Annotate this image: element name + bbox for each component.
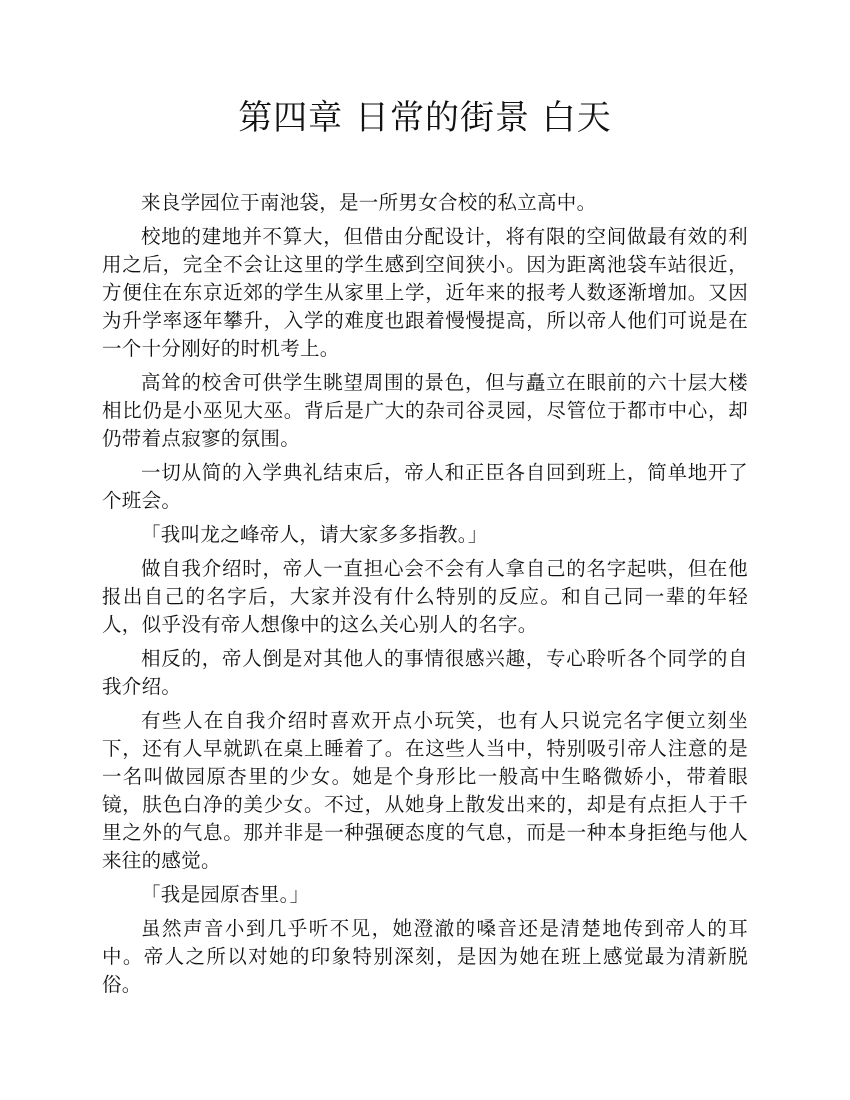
paragraph: 高耸的校舍可供学生眺望周围的景色，但与矗立在眼前的六十层大楼相比仍是小巫见大巫。背后是广大的杂司谷灵园，尽管位于都市中心，却仍带着点寂寥的氛围。	[102, 371, 748, 450]
paragraph: 相反的，帝人倒是对其他人的事情很感兴趣，专心聆听各个同学的自我介绍。	[102, 647, 748, 698]
paragraph: 一切从简的入学典礼结束后，帝人和正臣各自回到班上，简单地开了个班会。	[102, 461, 748, 512]
paragraph: 虽然声音小到几乎听不见，她澄澈的嗓音还是清楚地传到帝人的耳中。帝人之所以对她的印象特别深刻，是因为她在班上感觉最为清新脱俗。	[102, 917, 748, 996]
dialogue-line: 「我叫龙之峰帝人，请大家多多指教。」	[141, 523, 488, 546]
chapter-title: 第四章 日常的街景 白天	[238, 98, 612, 138]
paragraph: 做自我介绍时，帝人一直担心会不会有人拿自己的名字起哄，但在他报出自己的名字后，大家并没有什么特别的反应。和自己同一辈的年轻人，似乎没有帝人想像中的这么关心别人的名字。	[102, 557, 748, 636]
document-page	[102, 0, 748, 1100]
paragraph: 有些人在自我介绍时喜欢开点小玩笑，也有人只说完名字便立刻坐下，还有人早就趴在桌上睡着了。在这些人当中，特别吸引帝人注意的是一名叫做园原杏里的少女。她是个身形比一般高中生略微娇小，带着眼镜，肤色白净的美少女。不过，从她身上散发出来的，却是有点拒人于千里之外的气息。那并非是一种强硬态度的气息，而是一种本身拒绝与他人来往的感觉。	[102, 709, 748, 872]
paragraph: 来良学园位于南池袋，是一所男女合校的私立高中。	[141, 191, 597, 214]
dialogue-line: 「我是园原杏里。」	[141, 883, 310, 906]
paragraph: 校地的建地并不算大，但借由分配设计，将有限的空间做最有效的利用之后，完全不会让这里的学生感到空间狭小。因为距离池袋车站很近，方便住在东京近郊的学生从家里上学，近年来的报考人数逐渐增加。又因为升学率逐年攀升，入学的难度也跟着慢慢提高，所以帝人他们可说是在一个十分刚好的时机考上。	[102, 225, 748, 360]
chapter-body	[102, 189, 748, 1005]
